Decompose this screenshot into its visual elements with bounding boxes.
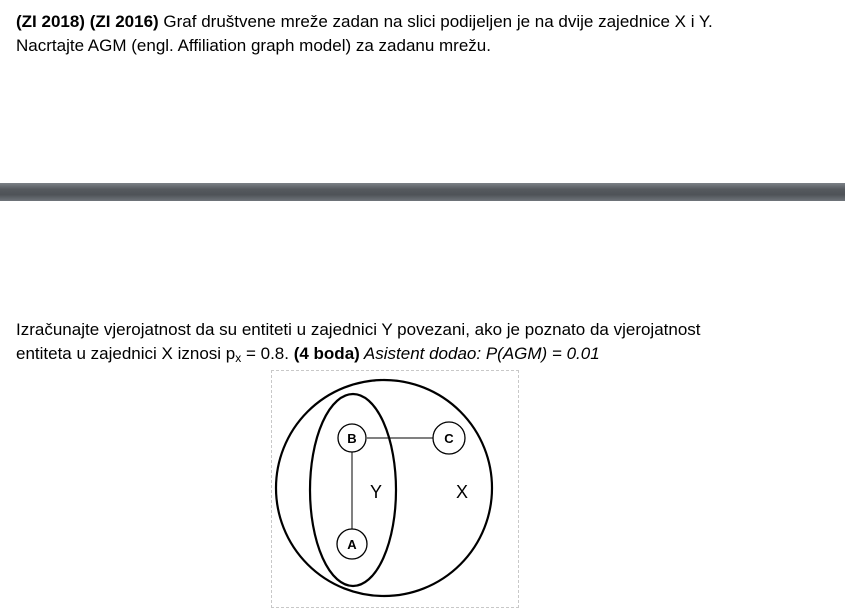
community-x-label: X xyxy=(455,482,469,502)
question-line2-start: entiteta u zajednici X iznosi p xyxy=(16,344,236,363)
node-c xyxy=(433,422,465,454)
node-a xyxy=(337,529,367,559)
question-line2-value: = 0.8. xyxy=(241,344,294,363)
community-y-label: Y xyxy=(369,482,383,502)
node-b xyxy=(338,424,366,452)
tag-zi-2018: (ZI 2018) xyxy=(16,12,85,31)
tag-zi-2016: (ZI 2016) xyxy=(89,12,159,31)
section-divider xyxy=(0,183,845,201)
node-c-label: C xyxy=(444,431,454,446)
problem-text-line2: Nacrtajte AGM (engl. Affiliation graph model) za zadanu mrežu. xyxy=(16,36,491,55)
node-a-label: A xyxy=(347,537,357,552)
community-graph-figure xyxy=(271,370,519,608)
problem-text-line1: Graf društvene mreže zadan na slici podijeljen je na dvije zajednice X i Y. xyxy=(158,12,713,31)
problem-statement xyxy=(16,10,816,58)
community-graph-svg xyxy=(272,371,518,607)
node-b-label: B xyxy=(347,431,357,446)
probability-subscript: x xyxy=(235,351,242,365)
question-text xyxy=(16,318,816,370)
question-line1: Izračunajte vjerojatnost da su entiteti u zajednici Y povezani, ako je poznato da vjerojatnost xyxy=(16,320,701,339)
points-label: (4 boda) xyxy=(293,344,360,363)
assistant-note: Asistent dodao: P(AGM) = 0.01 xyxy=(359,344,600,363)
